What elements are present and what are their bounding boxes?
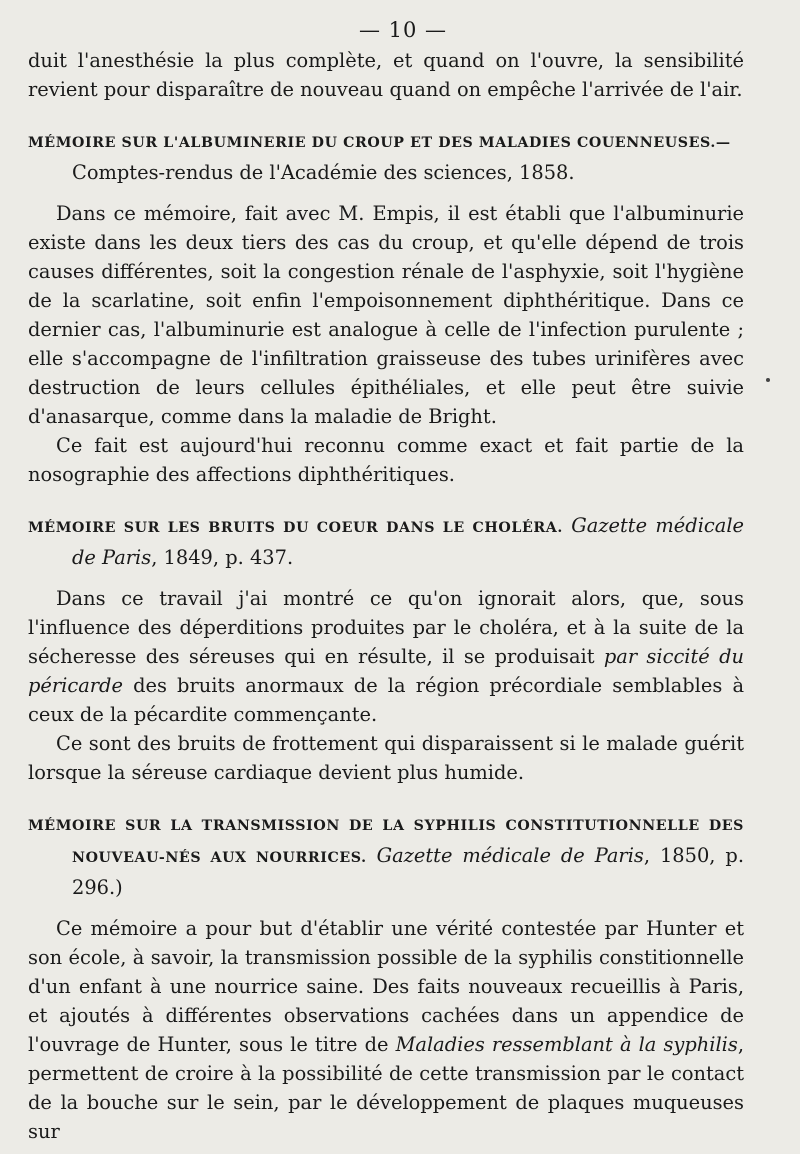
paragraph-text: Dans ce travail j'ai montré ce qu'on ignorait alors, que, sous l'influence des déperditions produites par le choléra, et à la suite de la sécheresse des séreuses qui en résulte, il se produisait — [28, 587, 744, 668]
section-heading-cholera — [28, 511, 744, 572]
body-paragraph — [28, 914, 744, 1146]
paragraph-text: des bruits anormaux de la région précordiale semblables à ceux de la pécardite commençante. — [28, 674, 745, 726]
section-heading-syphilis — [28, 809, 744, 902]
section-title: MÉMOIRE SUR LES BRUITS DU COEUR DANS LE CHOLÉRA. — [28, 520, 563, 536]
publication-details: , 1850, p. 296.) — [72, 844, 744, 899]
ink-speck — [766, 378, 770, 382]
body-paragraph — [28, 584, 744, 729]
journal-name: Gazette médicale de Paris — [376, 844, 644, 867]
paragraph-text: Ce mémoire a pour but d'établir une vérité contestée par Hunter et son école, à savoir, la transmission possible de la syphilis constitionnelle d'un enfant à une nourrice saine. Des faits nouveaux recueillis à Paris, et ajoutés à différentes observations cachées dans un appendice de l'ouvrage de Hunter, sous le titre de — [28, 917, 744, 1056]
body-paragraph: Dans ce mémoire, fait avec M. Empis, il est établi que l'albuminurie existe dans les deux tiers des cas du croup, et qu'elle dépend de trois causes différentes, soit la congestion rénale de l'asphyxie, soit l'hygiène de la scarlatine, soit enfin l'empoisonnement diphthéritique. Dans ce dernier cas, l'albuminurie est analogue à celle de l'infection purulente ; elle s'accompagne de l'infiltration graisseuse des tubes urinifères avec destruction de leurs cellules épithéliales, et elle peut être suivie d'anasarque, comme dans la maladie de Bright. — [28, 202, 744, 428]
body-paragraph: Ce fait est aujourd'hui reconnu comme exact et fait partie de la nosographie des affections diphthéritiques. — [28, 434, 744, 486]
emphasized-text: par siccité du péricarde — [28, 645, 744, 697]
publication-reference: Comptes-rendus de l'Académie des sciences, 1858. — [72, 161, 575, 184]
section-title: MÉMOIRE SUR LA TRANSMISSION DE LA SYPHILIS CONSTITUTIONNELLE DES NOUVEAU-NÉS AUX NOURRICES. — [28, 818, 744, 866]
section-title: MÉMOIRE SUR L'ALBUMINERIE DU CROUP ET DES MALADIES COUENNEUSES.— — [28, 135, 731, 151]
paragraph-text: , permettent de croire à la possibilité de cette transmission par le contact de la bouche sur le sein, par le développement de plaques muqueuses sur — [28, 1033, 744, 1143]
section-heading-albuminurie — [28, 126, 744, 187]
publication-details: , 1849, p. 437. — [151, 546, 294, 569]
intro-paragraph: duit l'anesthésie la plus complète, et quand on l'ouvre, la sensibilité revient pour disparaître de nouveau quand on empêche l'arrivée de l'air. — [28, 49, 744, 101]
page-number: — 10 — — [358, 18, 448, 42]
journal-name: Gazette médicale de Paris — [72, 514, 744, 569]
body-paragraph: Ce sont des bruits de frottement qui disparaissent si le malade guérit lorsque la séreuse cardiaque devient plus humide. — [28, 732, 744, 784]
emphasized-text: Maladies ressemblant à la syphilis — [395, 1033, 738, 1056]
